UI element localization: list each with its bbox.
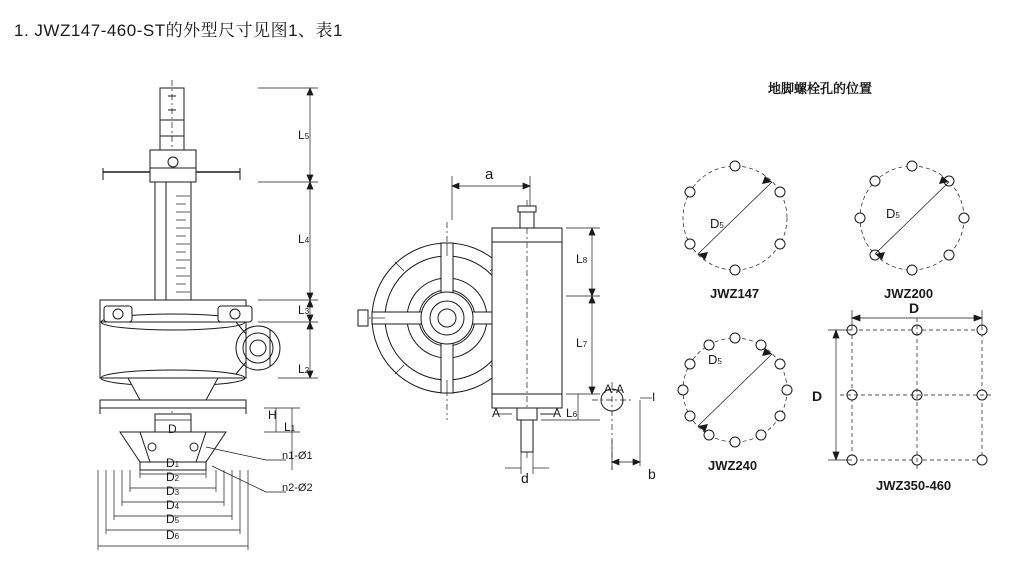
dim-label-d: D [168,422,177,436]
dim-label-l4: L4 [298,232,310,246]
dim-label-d1: D1 [166,456,180,470]
dim-label-l6: L6 [566,406,578,420]
bolt-holes-caption: 地脚螺栓孔的位置 [768,81,873,96]
front-view-group [98,80,318,550]
dim-label-d-small: d [521,470,529,486]
dim-label-l8: L8 [576,252,588,266]
section-label-i: I [652,390,656,404]
dim-label-d6: D6 [166,528,180,542]
bolt-pattern-jwz147 [683,161,787,275]
page-title: 1. JWZ147-460-ST的外型尺寸见图1、表1 [14,21,344,40]
bolt-pattern-label-jwz147: JWZ147 [710,286,760,301]
dim-label-d5-jwz200: D5 [886,206,900,221]
bolt-pattern-jwz240 [678,333,792,447]
dim-label-h: H [268,408,277,422]
dim-label-l3: L3 [298,303,310,317]
bolt-pattern-jwz200 [855,161,969,275]
side-view-group [358,176,652,474]
dim-label-d5-jwz240: D5 [708,352,722,367]
bolt-pattern-label-jwz350-460: JWZ350-460 [876,478,952,493]
dim-label-d-side-jwz350: D [812,388,823,404]
dim-label-l7: L7 [576,336,588,350]
dim-label-l5: L5 [298,128,310,142]
dim-label-d2: D2 [166,470,180,484]
hole-note-n1: n1-Ø1 [282,450,313,462]
dim-label-d-top-jwz350: D [909,300,920,316]
section-label-a-right: —A [541,406,562,420]
bolt-pattern-jwz350-460 [828,310,994,472]
bolt-pattern-label-jwz240: JWZ240 [708,458,758,473]
dim-label-l2: L2 [298,362,310,376]
dim-label-a: a [485,166,494,183]
bolt-pattern-label-jwz200: JWZ200 [884,286,934,301]
dim-label-d5: D5 [166,512,180,526]
dim-label-d4: D4 [166,498,180,512]
section-label-aa: A-A [604,382,625,396]
dim-label-l1: L1 [284,420,296,434]
hole-note-n2: n2-Ø2 [282,482,313,494]
dim-label-d3: D3 [166,484,180,498]
dim-label-b: b [648,466,656,482]
dim-label-d5-jwz147: D5 [710,216,724,231]
section-label-a-left: A [492,406,501,420]
